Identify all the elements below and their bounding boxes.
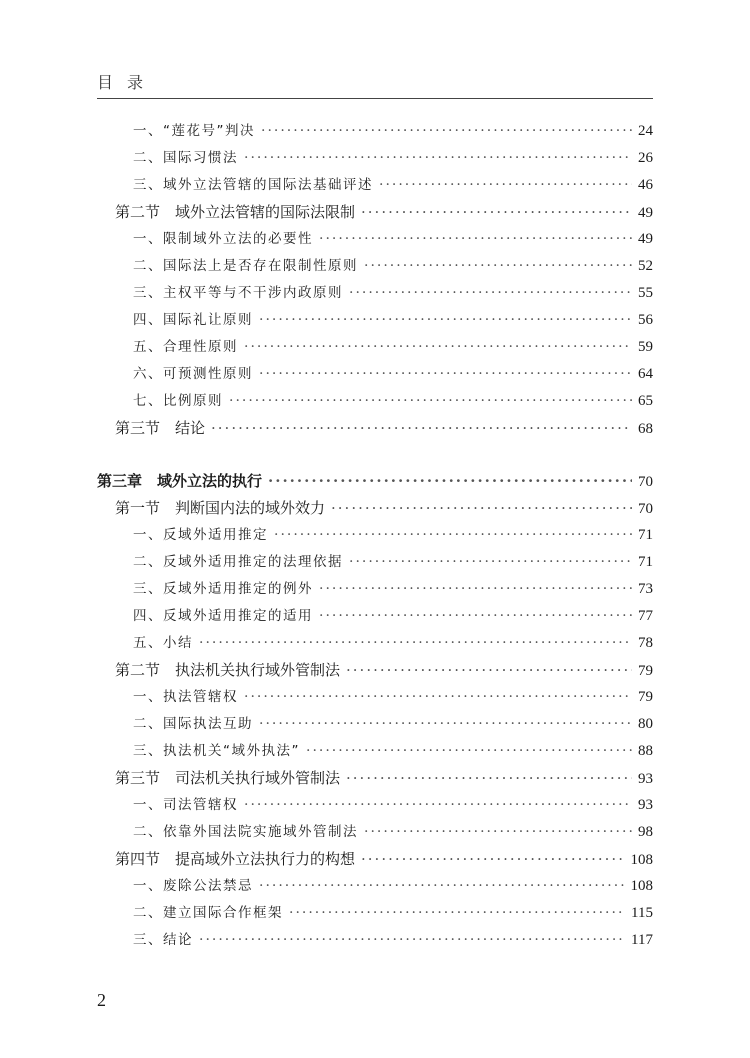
dot-leader [259, 307, 632, 334]
toc-entry-title: 三、域外立法管辖的国际法基础评述 [133, 177, 373, 193]
toc-entry-page: 71 [638, 527, 653, 543]
dot-leader [211, 415, 632, 442]
toc-entry-title: 第一节 判断国内法的域外效力 [115, 499, 326, 517]
toc-entry-title: 第二节 域外立法管辖的国际法限制 [115, 203, 356, 221]
toc-entry-sub [97, 630, 653, 657]
toc-entry-sub [97, 172, 653, 199]
dot-leader [268, 468, 632, 495]
dot-leader [244, 334, 632, 361]
toc-entry-title: 五、合理性原则 [133, 339, 238, 355]
dot-leader [379, 172, 632, 199]
toc-entry-title: 一、废除公法禁忌 [133, 878, 253, 894]
toc-entry-page: 46 [638, 177, 653, 193]
toc-entry-title: 第三章 域外立法的执行 [97, 472, 263, 490]
toc-entry-sub [97, 226, 653, 253]
toc-entry-sub [97, 307, 653, 334]
toc-entry-page: 108 [630, 852, 653, 868]
dot-leader [244, 145, 632, 172]
toc-entry-title: 第四节 提高域外立法执行力的构想 [115, 850, 356, 868]
toc-entry-sub [97, 334, 653, 361]
toc-entry-title: 一、反域外适用推定 [133, 527, 268, 543]
dot-leader [319, 576, 632, 603]
toc-entry-page: 24 [638, 123, 653, 139]
toc-entry-title: 四、反域外适用推定的适用 [133, 608, 313, 624]
dot-leader [261, 118, 632, 145]
toc-entry-sub [97, 280, 653, 307]
dot-leader [259, 711, 632, 738]
toc-entry-title: 第三节 司法机关执行域外管制法 [115, 769, 341, 787]
toc-entry-page: 49 [638, 205, 653, 221]
toc-entry-page: 65 [638, 393, 653, 409]
toc-entry-sub [97, 900, 653, 927]
toc-entry-page: 115 [631, 905, 653, 921]
toc-entry-title: 二、国际法上是否存在限制性原则 [133, 258, 358, 274]
toc-entry-page: 98 [638, 824, 653, 840]
toc-entry-title: 二、依靠外国法院实施域外管制法 [133, 824, 358, 840]
toc-entry-page: 71 [638, 554, 653, 570]
toc-entry-title: 一、司法管辖权 [133, 797, 238, 813]
toc-entry-title: 三、主权平等与不干涉内政原则 [133, 285, 343, 301]
dot-leader [361, 199, 632, 226]
dot-leader [364, 819, 632, 846]
dot-leader [349, 549, 632, 576]
toc-entry-page: 93 [638, 771, 653, 787]
dot-leader [244, 792, 632, 819]
toc-entry-page: 56 [638, 312, 653, 328]
toc-entry-sub [97, 388, 653, 415]
toc-entry-title: 第二节 执法机关执行域外管制法 [115, 661, 341, 679]
toc-entry-sec [97, 765, 653, 792]
toc-entry-page: 59 [638, 339, 653, 355]
dot-leader [306, 738, 632, 765]
toc-entry-page: 93 [638, 797, 653, 813]
toc-entry-page: 26 [638, 150, 653, 166]
toc-entry-page: 49 [638, 231, 653, 247]
toc-entry-sec [97, 846, 653, 873]
toc-entry-page: 77 [638, 608, 653, 624]
dot-leader [199, 630, 632, 657]
toc-entry-page: 80 [638, 716, 653, 732]
toc-entry-page: 55 [638, 285, 653, 301]
toc-entry-page: 117 [631, 932, 653, 948]
dot-leader [259, 361, 632, 388]
table-of-contents [97, 118, 653, 954]
toc-entry-title: 二、国际习惯法 [133, 150, 238, 166]
dot-leader [319, 603, 632, 630]
dot-leader [274, 522, 632, 549]
toc-entry-title: 三、反域外适用推定的例外 [133, 581, 313, 597]
toc-entry-page: 79 [638, 663, 653, 679]
toc-entry-sub [97, 522, 653, 549]
toc-entry-page: 70 [638, 474, 653, 490]
toc-entry-title: 六、可预测性原则 [133, 366, 253, 382]
dot-leader [199, 927, 625, 954]
toc-entry-sec [97, 495, 653, 522]
toc-entry-sub [97, 927, 653, 954]
toc-entry-page: 78 [638, 635, 653, 651]
dot-leader [289, 900, 625, 927]
toc-entry-title: 二、国际执法互助 [133, 716, 253, 732]
toc-entry-sub [97, 253, 653, 280]
toc-entry-sub [97, 549, 653, 576]
toc-entry-title: 第三节 结论 [115, 419, 206, 437]
dot-leader [319, 226, 632, 253]
toc-entry-page: 70 [638, 501, 653, 517]
toc-entry-title: 一、“莲花号”判决 [133, 123, 255, 139]
dot-leader [349, 280, 632, 307]
toc-entry-sub [97, 603, 653, 630]
running-header: 目录 [97, 73, 158, 92]
toc-entry-sub [97, 873, 653, 900]
toc-entry-page: 108 [630, 878, 653, 894]
toc-entry-sec [97, 199, 653, 226]
toc-entry-page: 79 [638, 689, 653, 705]
toc-entry-page: 73 [638, 581, 653, 597]
toc-entry-sub [97, 819, 653, 846]
dot-leader [361, 846, 624, 873]
toc-entry-title: 四、国际礼让原则 [133, 312, 253, 328]
toc-entry-title: 三、执法机关“域外执法” [133, 743, 300, 759]
toc-entry-title: 五、小结 [133, 635, 193, 651]
toc-entry-page: 64 [638, 366, 653, 382]
dot-leader [364, 253, 632, 280]
toc-entry-title: 二、反域外适用推定的法理依据 [133, 554, 343, 570]
toc-entry-chap [97, 468, 653, 495]
toc-entry-page: 52 [638, 258, 653, 274]
dot-leader [259, 873, 625, 900]
toc-entry-sub [97, 684, 653, 711]
dot-leader [229, 388, 632, 415]
toc-entry-sec [97, 657, 653, 684]
toc-entry-page: 88 [638, 743, 653, 759]
toc-entry-sub [97, 361, 653, 388]
toc-entry-sub [97, 576, 653, 603]
dot-leader [346, 657, 632, 684]
dot-leader [244, 684, 632, 711]
dot-leader [346, 765, 632, 792]
dot-leader [331, 495, 632, 522]
toc-entry-title: 一、限制域外立法的必要性 [133, 231, 313, 247]
toc-entry-sec [97, 415, 653, 442]
toc-entry-sub [97, 792, 653, 819]
toc-entry-title: 七、比例原则 [133, 393, 223, 409]
toc-entry-title: 三、结论 [133, 932, 193, 948]
toc-entry-sub [97, 145, 653, 172]
toc-entry-title: 一、执法管辖权 [133, 689, 238, 705]
toc-entry-title: 二、建立国际合作框架 [133, 905, 283, 921]
toc-entry-sub [97, 711, 653, 738]
page-number: 2 [97, 990, 106, 1010]
header-rule [97, 98, 653, 99]
toc-entry-sub [97, 738, 653, 765]
toc-entry-sub [97, 118, 653, 145]
toc-entry-page: 68 [638, 421, 653, 437]
